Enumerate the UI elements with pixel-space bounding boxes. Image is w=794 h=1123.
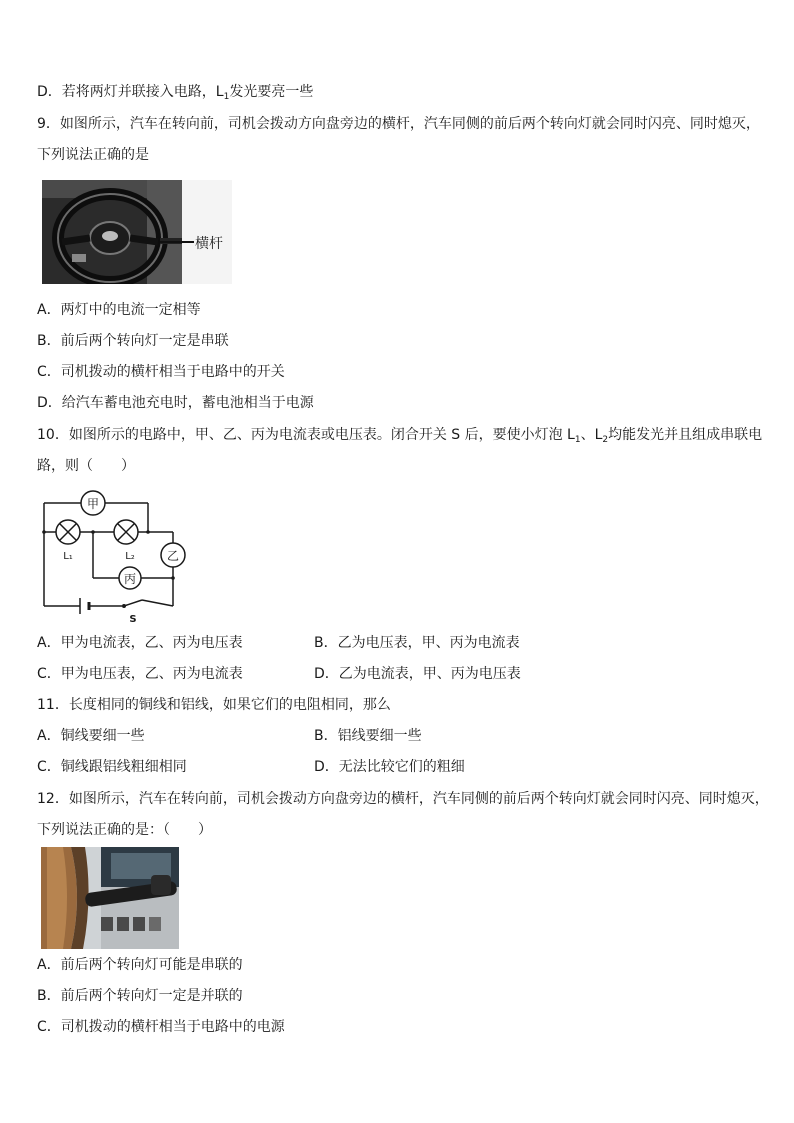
q9-stem-cont: 下列说法正确的是: [37, 147, 149, 163]
q12-option-b: B．前后两个转向灯一定是并联的: [37, 988, 243, 1004]
q10-circuit-diagram: [36, 484, 196, 624]
lamp-l2-label: L₂: [125, 551, 135, 562]
q9-figure-label: 横杆: [195, 236, 223, 252]
q10-option-d: D．乙为电流表，甲、丙为电压表: [314, 666, 521, 682]
q11-option-d: D．无法比较它们的粗细: [314, 759, 465, 775]
q9-option-a: A．两灯中的电流一定相等: [37, 302, 201, 318]
q11-option-c: C．铜线跟铝线粗细相同: [37, 759, 187, 775]
q9-option-c: C．司机拨动的横杆相当于电路中的开关: [37, 364, 285, 380]
q12-option-a: A．前后两个转向灯可能是串联的: [37, 957, 243, 973]
q12-option-c: C．司机拨动的横杆相当于电路中的电源: [37, 1019, 285, 1035]
meter-bing-label: 丙: [123, 572, 137, 586]
switch-label: S: [129, 614, 137, 624]
q11-stem: 11．长度相同的铜线和铝线，如果它们的电阻相同，那么: [37, 697, 391, 713]
meter-jia-label: 甲: [86, 497, 100, 511]
q9-stem: 9．如图所示，汽车在转向前，司机会拨动方向盘旁边的横杆，汽车同侧的前后两个转向灯就会同时闪亮、同时熄灭，: [37, 116, 760, 132]
q10-stem-cont: 路，则（ ）: [37, 458, 135, 474]
q10-option-c: C．甲为电压表，乙、丙为电流表: [37, 666, 243, 682]
q12-turn-signal-lever-photo: [41, 847, 179, 949]
q9-option-d: D．给汽车蓄电池充电时，蓄电池相当于电源: [37, 395, 314, 411]
q12-stem-cont: 下列说法正确的是：（ ）: [37, 822, 212, 838]
q10-stem: 10．如图所示的电路中，甲、乙、丙为电流表或电压表。闭合开关 S 后，要使小灯泡 $L_1$、$L_2$均能发光并且组成串联电: [37, 427, 763, 445]
q8-option-d: D．若将两灯并联接入电路，$L_1$发光要亮一些: [37, 84, 314, 102]
q9-option-b: B．前后两个转向灯一定是串联: [37, 333, 229, 349]
q12-stem: 12．如图所示，汽车在转向前，司机会拨动方向盘旁边的横杆，汽车同侧的前后两个转向灯就会同时闪亮、同时熄灭，: [37, 791, 769, 807]
q10-option-a: A．甲为电流表，乙、丙为电压表: [37, 635, 243, 651]
meter-yi-label: 乙: [166, 549, 180, 563]
q11-option-b: B．铝线要细一些: [314, 728, 422, 744]
lamp-l1-label: L₁: [63, 551, 73, 562]
q9-steering-wheel-photo: [42, 180, 232, 284]
q10-option-b: B．乙为电压表，甲、丙为电流表: [314, 635, 520, 651]
q11-option-a: A．铜线要细一些: [37, 728, 145, 744]
